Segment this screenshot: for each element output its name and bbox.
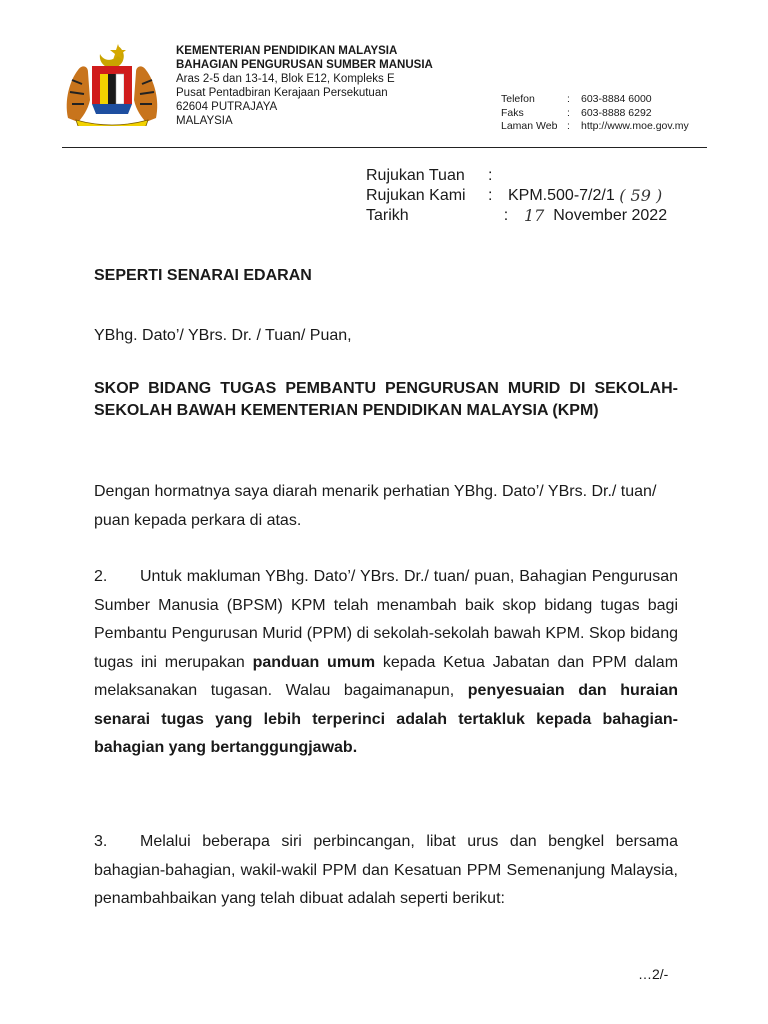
reference-block — [366, 166, 667, 226]
contact-label: Laman Web — [501, 120, 558, 132]
our-reference-value: KPM.500-7/2/1 — [508, 187, 615, 204]
addressee: SEPERTI SENARAI EDARAN — [94, 267, 312, 284]
paragraph-3 — [94, 828, 678, 914]
our-reference-label: Rujukan Kami — [366, 187, 466, 204]
address-line: MALAYSIA — [176, 115, 233, 127]
our-reference-handwritten-number: ( 59 ) — [619, 186, 663, 205]
date-value: November 2022 — [553, 207, 668, 224]
page-continuation-marker: …2/- — [638, 966, 669, 982]
subject-heading: SKOP BIDANG TUGAS PEMBANTU PENGURUSAN MURID DI SEKOLAH-SEKOLAH BAWAH KEMENTERIAN PENDIDIKAN MALAYSIA (KPM) — [94, 380, 678, 419]
our-reference-row: Rujukan Kami : KPM.500-7/2/1 ( 59 ) — [366, 186, 663, 205]
contact-label: Telefon — [501, 93, 535, 105]
contact-value: 603-8888 6292 — [581, 106, 652, 119]
contact-row-faks: Faks : 603-8888 6292 — [501, 106, 652, 119]
paragraph-3-text: Melalui beberapa siri perbincangan, libat urus dan bengkel bersama bahagian-bahagian, wakil-wakil PPM dan Kesatuan PPM Semenanjung Malaysia, penambahbaikan yang telah dibuat adalah seperti berikut: — [94, 833, 678, 907]
paragraph-2-text: Untuk makluman YBhg. Dato’/ YBrs. Dr./ tuan/ puan, Bahagian Pengurusan Sumber Manusia (BPSM) KPM telah menambah baik skop bidang tugas bagi Pembantu Pengurusan Murid (PPM) di sekolah-sekolah bawah KPM. Skop bidang tugas ini merupakan — [94, 568, 678, 671]
your-reference-label: Rujukan Tuan — [366, 167, 465, 184]
website-link[interactable]: http://www.moe.gov.my — [581, 120, 689, 132]
letterhead-divider — [62, 147, 707, 148]
address-line: Aras 2-5 dan 13-14, Blok E12, Kompleks E — [176, 73, 395, 85]
paragraph-1: Dengan hormatnya saya diarah menarik perhatian YBhg. Dato’/ YBrs. Dr./ tuan/ puan kepada perkara di atas. — [94, 483, 657, 529]
paragraph-2-emphasis: penyesuaian dan huraian senarai tugas yang lebih terperinci adalah tertakluk kepada bahagian-bahagian yang bertanggungjawab. — [94, 682, 678, 756]
paragraph-2 — [94, 563, 678, 763]
your-reference-row: Rujukan Tuan : — [366, 167, 493, 184]
division-name: BAHAGIAN PENGURUSAN SUMBER MANUSIA — [176, 59, 433, 71]
date-row: Tarikh : 17 November 2022 — [366, 206, 668, 225]
address-line: Pusat Pentadbiran Kerajaan Persekutuan — [176, 87, 388, 99]
paragraph-number: 3. — [94, 833, 108, 850]
date-day-handwritten: 17 — [524, 206, 545, 225]
date-label: Tarikh — [366, 207, 409, 224]
contact-row-web: Laman Web : http://www.moe.gov.my — [501, 120, 689, 132]
salutation: YBhg. Dato’/ YBrs. Dr. / Tuan/ Puan, — [94, 327, 352, 344]
contact-label: Faks — [501, 106, 524, 119]
malaysia-coat-of-arms-icon — [62, 40, 162, 126]
address-line: 62604 PUTRAJAYA — [176, 101, 278, 113]
ministry-name: KEMENTERIAN PENDIDIKAN MALAYSIA — [176, 45, 398, 57]
paragraph-2-text: kepada Ketua Jabatan dan PPM dalam melaksanakan tugasan. Walau bagaimanapun, — [94, 653, 679, 699]
paragraph-number: 2. — [94, 568, 108, 585]
paragraph-2-emphasis: panduan umum — [252, 653, 376, 671]
contact-row-telefon: Telefon : 603-8884 6000 — [501, 93, 652, 105]
letterhead-address-block — [176, 44, 433, 128]
contact-value: 603-8884 6000 — [581, 93, 652, 105]
contact-block — [501, 93, 689, 134]
